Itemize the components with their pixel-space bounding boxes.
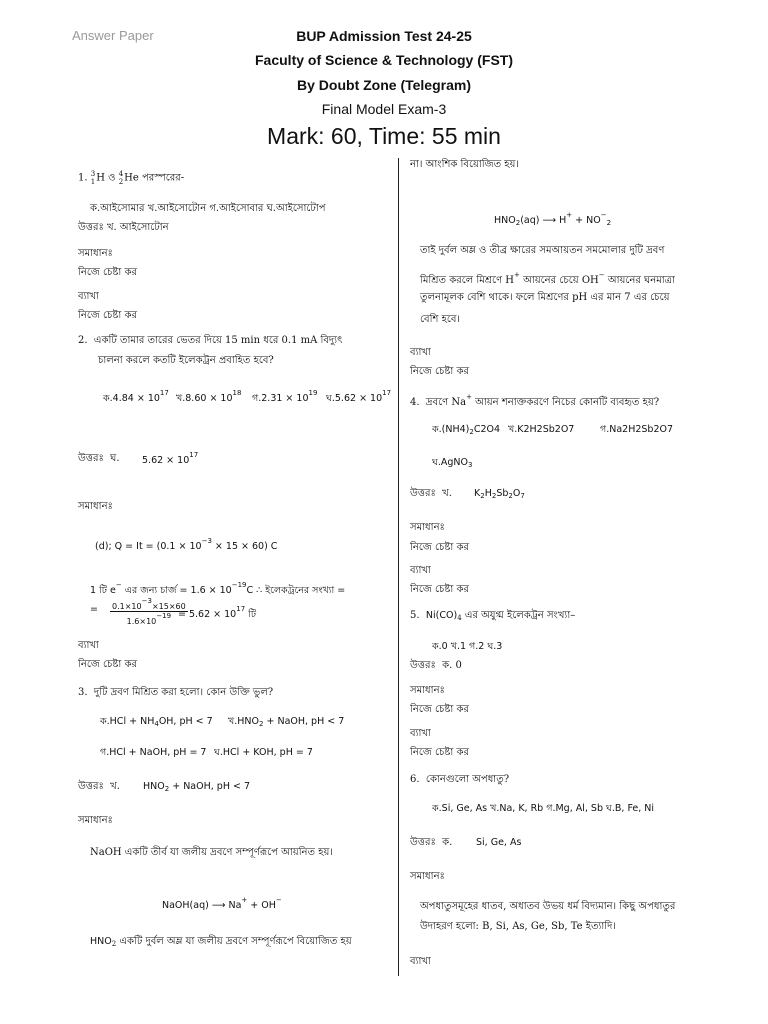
q5-answer: উত্তরঃ ক. 0: [410, 660, 462, 671]
q3-option-b: $খ.HNO_2$ + NaOH, pH < 7: [228, 716, 345, 728]
q3-continuation: না। আংশিক বিয়োজিত হয়।: [410, 159, 519, 170]
q2-explanation-text: নিজে চেষ্টা কর: [78, 659, 137, 670]
q4-solution-label: সমাধানঃ: [410, 522, 445, 533]
q1-options: ক.আইসোমার খ.আইসোটোন গ.আইসোবার ঘ.আইসোটোপ: [90, 203, 326, 214]
q5-explanation-text: নিজে চেষ্টা কর: [410, 747, 469, 758]
marks-time: Mark: 60, Time: 55 min: [267, 123, 501, 149]
q2-stem-line1: 2. একটি তামার তারের ভেতর দিয়ে 15 min ধরে 0.1 mA বিদ্যুৎ: [78, 335, 343, 346]
answer-paper-label: Answer Paper: [72, 28, 154, 43]
q6-solution-line2: উদাহরণ হলো: B, Si, As, Ge, Sb, Te ইত্যাদি।: [420, 921, 616, 932]
q3-hno2-equation: $HNO_2(aq)$ ⟶ $H^+ + NO^-_2$: [494, 211, 612, 227]
q2-answer-value: $5.62 \times 10^{17}$: [142, 451, 199, 466]
q1-answer: উত্তরঃ খ. আইসোটোন: [78, 222, 169, 233]
q6-options: ক.Si, Ge, As খ.Na, K, Rb গ.Mg, Al, Sb ঘ.B, Fe, Ni: [432, 803, 655, 814]
q2-fraction: $\frac{0.1\times 10^{-3}\times 15\times 60}{1.6\times 10^{-19}}$: [112, 597, 186, 626]
q6-explanation-label: ব্যাখা: [410, 956, 431, 967]
q3-para-line1: তাই দুর্বল অম্ল ও তীব্র ক্ষারের সমআয়তন সমমোলার দুটি দ্রবণ: [420, 245, 665, 256]
q1-stem: 1. 3 1H ও 4 2He পরস্পরের-: [78, 170, 185, 186]
q6-stem: 6. কোনগুলো অপধাতু?: [410, 774, 510, 785]
q2-stem-line2: চালনা করলে কতটি ইলেকট্রন প্রবাহিত হবে?: [98, 355, 274, 366]
exam-name: Final Model Exam-3: [321, 101, 447, 117]
faculty-title: Faculty of Science & Technology (FST): [255, 52, 513, 68]
publisher-line: By Doubt Zone (Telegram): [297, 77, 471, 93]
q3-option-a: ক.HCl + $NH_4OH$, pH < 7: [100, 716, 213, 728]
q2-result: = $5.62 \times 10^{17}$ টি: [178, 605, 257, 620]
q5-explanation-label: ব্যাখা: [410, 728, 431, 739]
exam-title: BUP Admission Test 24-25: [296, 28, 472, 44]
q4-explanation-text: নিজে চেষ্টা কর: [410, 584, 469, 595]
q1-solution-label: সমাধানঃ: [78, 248, 113, 259]
q1-explanation-label: ব্যাখা: [78, 291, 99, 302]
q1-solution-text: নিজে চেষ্টা কর: [78, 267, 137, 278]
q4-option-a: $ক.(NH4)_2C2O4$: [432, 424, 501, 436]
q6-solution-label: সমাধানঃ: [410, 871, 445, 882]
q3-naoh-text: NaOH একটি তীর্ব যা জলীয় দ্রবণে সম্পূর্ণরূপে আয়নিত হয়।: [90, 847, 333, 858]
q3-explanation-text: নিজে চেষ্টা কর: [410, 366, 469, 377]
q5-stem: 5. $Ni(CO)_4$ এর অযুগ্ম ইলেকট্রন সংখ্যা–: [410, 610, 576, 622]
q1-explanation-text: নিজে চেষ্টা কর: [78, 310, 137, 321]
q4-stem: 4. দ্রবণে Na+ আয়ন শনাক্তকরণে নিচের কোনটি ব্যবহৃত হয়?: [410, 393, 660, 408]
q2-option-b: খ.8.60 × $10^{18}$: [176, 389, 242, 404]
q2-option-a: ক.4.84 × $10^{17}$: [103, 389, 169, 404]
q3-option-d: ঘ.HCl + KOH, pH = 7: [214, 747, 313, 758]
q2-answer: উত্তরঃ ঘ.: [78, 453, 120, 464]
q2-equals-sign: =: [90, 604, 98, 615]
q6-solution-line1: অপধাতুসমূহের ধাতব, অধাতব উভয় ধর্ম বিদ্যমান। কিছু অপধাতুর: [420, 901, 676, 912]
q5-solution-label: সমাধানঃ: [410, 685, 445, 696]
q3-option-c: গ.HCl + NaOH, pH = 7: [100, 747, 207, 758]
q6-answer-value: Si, Ge, As: [476, 837, 522, 848]
q6-answer: উত্তরঃ ক.: [410, 837, 453, 848]
q3-answer-value: $HNO_2$ + NaOH, pH < 7: [143, 781, 251, 793]
q4-answer: উত্তরঃ খ.: [410, 488, 452, 499]
q5-options: ক.0 খ.1 গ.2 ঘ.3: [432, 641, 503, 652]
q2-option-d: ঘ.5.62 × $10^{17}$: [326, 389, 392, 404]
q3-hno2-text: $HNO_2$ একটি দুর্বল অম্ল যা জলীয় দ্রবণে সম্পূর্ণরূপে বিয়োজিত হয়: [90, 936, 352, 948]
q2-charge-line: 1 টি e− এর জন্য চার্জ = $1.6 \times 10^{-19}C$ ∴ ইলেকট্রনের সংখ্যা =: [90, 581, 346, 596]
q4-option-c: গ.Na2H2Sb2O7: [600, 424, 674, 435]
q2-option-c: গ.2.31 × $10^{19}$: [252, 389, 318, 404]
q3-explanation-label: ব্যাখা: [410, 347, 431, 358]
q3-para-line4: বেশি হবে।: [420, 314, 460, 325]
column-divider: [398, 158, 399, 976]
q3-solution-label: সমাধানঃ: [78, 815, 113, 826]
q3-answer: উত্তরঃ খ.: [78, 781, 120, 792]
q4-answer-value: $K_2H_2Sb_2O_7$: [474, 488, 525, 500]
q3-naoh-equation: NaOH(aq) ⟶ Na+ + OH−: [162, 896, 282, 911]
q2-solution-equation: (d); $Q = It = (0.1 \times 10^{-3} \times 15 \times 60)$ C: [95, 537, 278, 552]
q2-explanation-label: ব্যাখা: [78, 640, 99, 651]
q2-solution-label: সমাধানঃ: [78, 501, 113, 512]
q4-explanation-label: ব্যাখা: [410, 565, 431, 576]
q3-para-line2: মিশ্রিত করলে মিশ্রণে H+ আয়নের চেয়ে OH− আয়নের ঘনমাত্রা: [420, 271, 675, 286]
q4-option-d: ঘ.AgNO$_3$: [432, 457, 473, 469]
q3-stem: 3. দুটি দ্রবণ মিশ্রিত করা হলো। কোন উক্তি ভুল?: [78, 687, 274, 698]
q4-option-b: খ.K2H2Sb2O7: [508, 424, 575, 435]
q4-solution-text: নিজে চেষ্টা কর: [410, 542, 469, 553]
q5-solution-text: নিজে চেষ্টা কর: [410, 704, 469, 715]
q3-para-line3: তুলনামূলক বেশি থাকে। ফলে মিশ্রণের pH এর মান 7 এর চেয়ে: [420, 292, 670, 303]
